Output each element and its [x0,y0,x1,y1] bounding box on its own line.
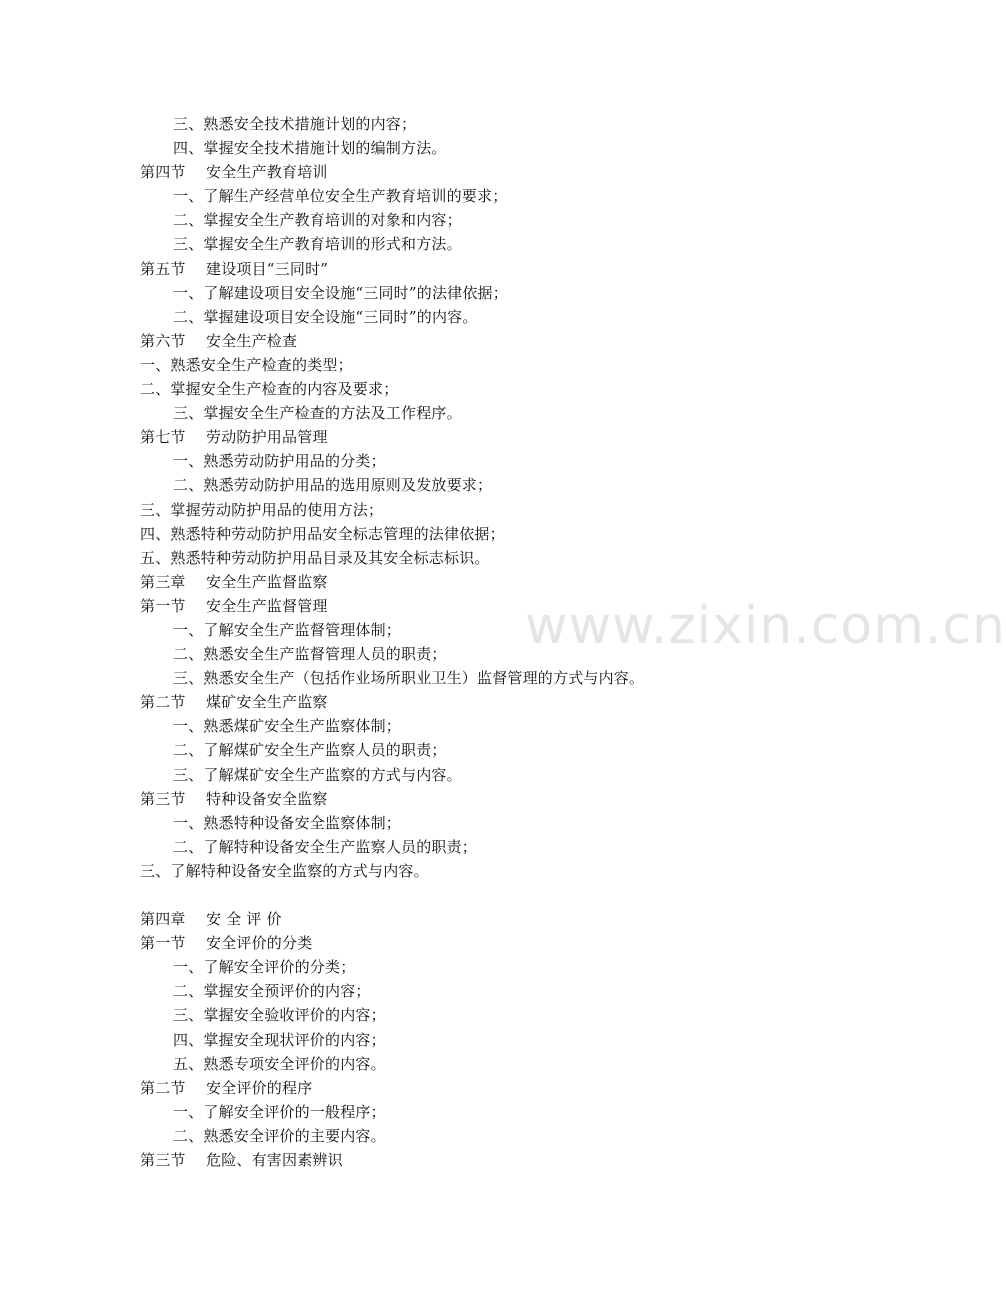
outline-item: 二、熟悉安全生产监督管理人员的职责； [173,645,447,664]
outline-item: 四、掌握安全现状评价的内容； [173,1030,386,1049]
outline-item: 二、了解特种设备安全生产监察人员的职责； [173,837,478,856]
section-heading [140,1148,840,1172]
outline-item: 二、熟悉劳动防护用品的选用原则及发放要求； [173,476,493,495]
section-title: 安全评价的分类 [206,934,313,953]
section-title: 安全生产检查 [206,331,298,350]
section-heading [140,931,840,955]
outline-item: 五、熟悉专项安全评价的内容。 [173,1054,386,1073]
section-number: 第二节 [140,693,186,712]
section-heading [140,160,840,184]
outline-item: 一、了解生产经营单位安全生产教育培训的要求； [173,187,508,206]
section-heading [140,907,840,931]
section-title: 安全生产教育培训 [206,163,328,182]
outline-item: 二、掌握安全生产检查的内容及要求； [140,380,399,399]
outline-item: 三、掌握安全生产检查的方法及工作程序。 [173,404,462,423]
outline-item: 三、了解特种设备安全监察的方式与内容。 [140,861,429,880]
section-number: 第三章 [140,572,186,591]
section-title: 煤矿安全生产监察 [206,693,328,712]
section-heading [140,329,840,353]
section-title: 特种设备安全监察 [206,789,328,808]
outline-item: 三、熟悉安全技术措施计划的内容； [173,115,417,133]
section-heading [140,594,840,618]
outline-item: 二、掌握安全预评价的内容； [173,982,371,1001]
outline-item: 一、了解建设项目安全设施“三同时”的法律依据； [173,283,508,302]
outline-item: 四、熟悉特种劳动防护用品安全标志管理的法律依据； [140,524,505,543]
section-number: 第四章 [140,910,186,929]
outline-item: 三、掌握劳动防护用品的使用方法； [140,500,384,519]
section-heading [140,257,840,281]
watermark-text: www.zixin.com.cn [525,596,1006,656]
section-heading [140,690,840,714]
section-title: 安全生产监督监察 [206,572,328,591]
outline-item: 一、了解安全生产监督管理体制； [173,620,402,639]
section-number: 第一节 [140,596,186,615]
section-number: 第三节 [140,789,186,808]
outline-item: 一、了解安全评价的分类； [173,958,356,977]
section-heading [140,1076,840,1100]
outline-item: 三、熟悉安全生产（包括作业场所职业卫生）监督管理的方式与内容。 [173,669,645,688]
outline-item: 三、掌握安全验收评价的内容； [173,1006,386,1025]
outline-item: 一、熟悉煤矿安全生产监察体制； [173,717,402,736]
section-number: 第三节 [140,1151,186,1170]
section-number: 第二节 [140,1078,186,1097]
section-title: 安全评价的程序 [206,1078,313,1097]
section-title: 劳动防护用品管理 [206,428,328,447]
outline-item: 四、掌握安全技术措施计划的编制方法。 [173,139,447,158]
section-title: 建设项目“三同时” [206,259,329,278]
outline-item: 三、掌握安全生产教育培训的形式和方法。 [173,235,462,254]
document-body [140,112,840,1172]
section-title: 危险、有害因素辨识 [206,1151,343,1170]
section-title: 安全生产监督管理 [206,596,328,615]
outline-item: 二、了解煤矿安全生产监察人员的职责； [173,741,447,760]
outline-item: 一、熟悉劳动防护用品的分类； [173,452,386,471]
section-number: 第一节 [140,934,186,953]
section-title: 安 全 评 价 [206,910,282,929]
outline-item: 一、了解安全评价的一般程序； [173,1102,386,1121]
outline-item: 一、熟悉安全生产检查的类型； [140,355,353,374]
outline-item: 二、掌握安全生产教育培训的对象和内容； [173,211,462,230]
outline-item: 三、了解煤矿安全生产监察的方式与内容。 [173,765,462,784]
outline-item: 二、掌握建设项目安全设施“三同时”的内容。 [173,307,478,326]
section-number: 第四节 [140,163,186,182]
section-number: 第七节 [140,428,186,447]
outline-item: 五、熟悉特种劳动防护用品目录及其安全标志标识。 [140,548,490,567]
section-number: 第六节 [140,331,186,350]
blank-line [140,883,840,907]
outline-item: 二、熟悉安全评价的主要内容。 [173,1126,386,1145]
outline-item: 一、熟悉特种设备安全监察体制； [173,813,402,832]
section-heading [140,570,840,594]
section-number: 第五节 [140,259,186,278]
section-heading [140,787,840,811]
section-heading [140,425,840,449]
